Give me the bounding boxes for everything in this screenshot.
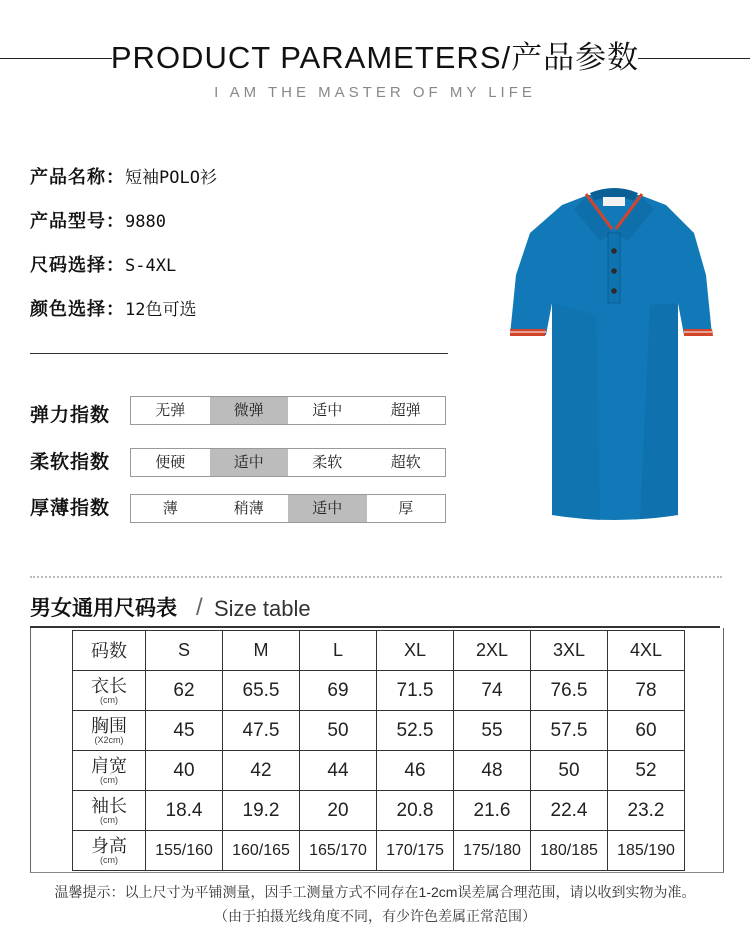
info-row-model: [30, 209, 166, 234]
size-header-cell: 4XL: [608, 631, 685, 671]
table-cell: 20.8: [377, 791, 454, 831]
table-cell: 19.2: [223, 791, 300, 831]
scale-option: 厚: [398, 500, 414, 517]
scale-option: 稍薄: [233, 500, 264, 517]
thickness-scale: [130, 494, 446, 523]
scale-option: 柔软: [312, 454, 343, 471]
shirt-body: [510, 188, 713, 520]
color-note: （由于拍摄光线角度不同，有少许色差属正常范围）: [214, 908, 536, 924]
row-label-cell: [73, 671, 146, 711]
row-label: 袖长: [91, 795, 127, 816]
table-row: [73, 831, 685, 871]
table-cell: 23.2: [608, 791, 685, 831]
table-cell: 165/170: [300, 831, 377, 871]
table-cell: 65.5: [223, 671, 300, 711]
row-unit: (X2cm): [94, 734, 124, 745]
scale-option-selected: 适中: [288, 495, 367, 522]
size-table-slash: /: [196, 594, 203, 621]
page-title: PRODUCT PARAMETERS/产品参数: [110, 40, 640, 75]
softness-label: 柔软指数: [30, 452, 111, 473]
row-label: 身高: [91, 835, 127, 856]
table-cell: 155/160: [146, 831, 223, 871]
size-header-cell: XL: [377, 631, 454, 671]
table-cell: 170/175: [377, 831, 454, 871]
info-divider: [30, 353, 448, 354]
table-cell: 71.5: [377, 671, 454, 711]
info-value: 9880: [125, 212, 166, 232]
table-row: [73, 671, 685, 711]
elasticity-scale: [130, 396, 446, 425]
table-cell: 45: [146, 711, 223, 751]
table-cell: 60: [608, 711, 685, 751]
row-label-cell: [73, 711, 146, 751]
table-cell: 42: [223, 751, 300, 791]
table-cell: 180/185: [531, 831, 608, 871]
row-label-cell: [73, 751, 146, 791]
softness-scale: [130, 448, 446, 477]
info-label: 产品名称：: [30, 167, 125, 187]
table-cell: 76.5: [531, 671, 608, 711]
table-cell: 50: [531, 751, 608, 791]
section-divider: [30, 576, 722, 578]
table-cell: 69: [300, 671, 377, 711]
info-label: 颜色选择：: [30, 299, 125, 319]
info-value: S-4XL: [125, 256, 177, 276]
row-label: 胸围: [91, 715, 127, 736]
table-cell: 40: [146, 751, 223, 791]
table-cell: 62: [146, 671, 223, 711]
scale-option-selected: 微弹: [210, 397, 289, 424]
size-header-cell: S: [146, 631, 223, 671]
thickness-label: 厚薄指数: [30, 498, 111, 519]
row-label: 肩宽: [91, 755, 127, 776]
size-header-cell: 2XL: [454, 631, 531, 671]
size-table: [72, 630, 685, 871]
row-label-cell: [73, 831, 146, 871]
scale-option-selected: 适中: [210, 449, 289, 476]
table-cell: 20: [300, 791, 377, 831]
info-row-color: [30, 297, 196, 322]
scale-option: 适中: [312, 402, 343, 419]
table-cell: 74: [454, 671, 531, 711]
table-cell: 22.4: [531, 791, 608, 831]
row-unit: (cm): [100, 854, 118, 865]
info-value: 12色可选: [125, 300, 197, 320]
size-table-title: 男女通用尺码表: [30, 597, 177, 620]
table-row: [73, 791, 685, 831]
page-subtitle: I AM THE MASTER OF MY LIFE: [214, 84, 536, 101]
info-row-size: [30, 253, 176, 278]
scale-option: 超弹: [390, 402, 421, 419]
table-row: [73, 711, 685, 751]
row-unit: (cm): [100, 774, 118, 785]
table-cell: 52.5: [377, 711, 454, 751]
info-label: 尺码选择：: [30, 255, 125, 275]
polo-shirt-image: [500, 185, 722, 525]
table-cell: 57.5: [531, 711, 608, 751]
scale-option: 超软: [390, 454, 421, 471]
table-cell: 18.4: [146, 791, 223, 831]
table-row: [73, 751, 685, 791]
size-header-cell: L: [300, 631, 377, 671]
table-cell: 44: [300, 751, 377, 791]
table-cell: 160/165: [223, 831, 300, 871]
scale-option: 无弹: [155, 402, 186, 419]
table-cell: 55: [454, 711, 531, 751]
table-cell: 52: [608, 751, 685, 791]
size-header-cell: M: [223, 631, 300, 671]
size-table-subtitle: Size table: [214, 596, 311, 621]
table-cell: 50: [300, 711, 377, 751]
header-cell: 码数: [73, 631, 146, 671]
size-header-cell: 3XL: [531, 631, 608, 671]
table-cell: 78: [608, 671, 685, 711]
scale-option: 便硬: [155, 454, 186, 471]
elasticity-label: 弹力指数: [30, 405, 111, 426]
row-unit: (cm): [100, 814, 118, 825]
row-label-cell: [73, 791, 146, 831]
table-cell: 21.6: [454, 791, 531, 831]
table-header-row: [73, 631, 685, 671]
table-cell: 47.5: [223, 711, 300, 751]
table-cell: 46: [377, 751, 454, 791]
row-label: 衣长: [91, 675, 127, 696]
table-cell: 48: [454, 751, 531, 791]
info-value: 短袖POLO衫: [125, 168, 217, 188]
row-unit: (cm): [100, 694, 118, 705]
info-row-name: [30, 165, 217, 190]
measurement-note: 温馨提示：以上尺寸为平铺测量，因手工测量方式不同存在1-2cm误差属合理范围，请以收到实物为准。: [54, 884, 696, 900]
table-cell: 185/190: [608, 831, 685, 871]
table-cell: 175/180: [454, 831, 531, 871]
info-label: 产品型号：: [30, 211, 125, 231]
scale-option: 薄: [162, 500, 178, 517]
